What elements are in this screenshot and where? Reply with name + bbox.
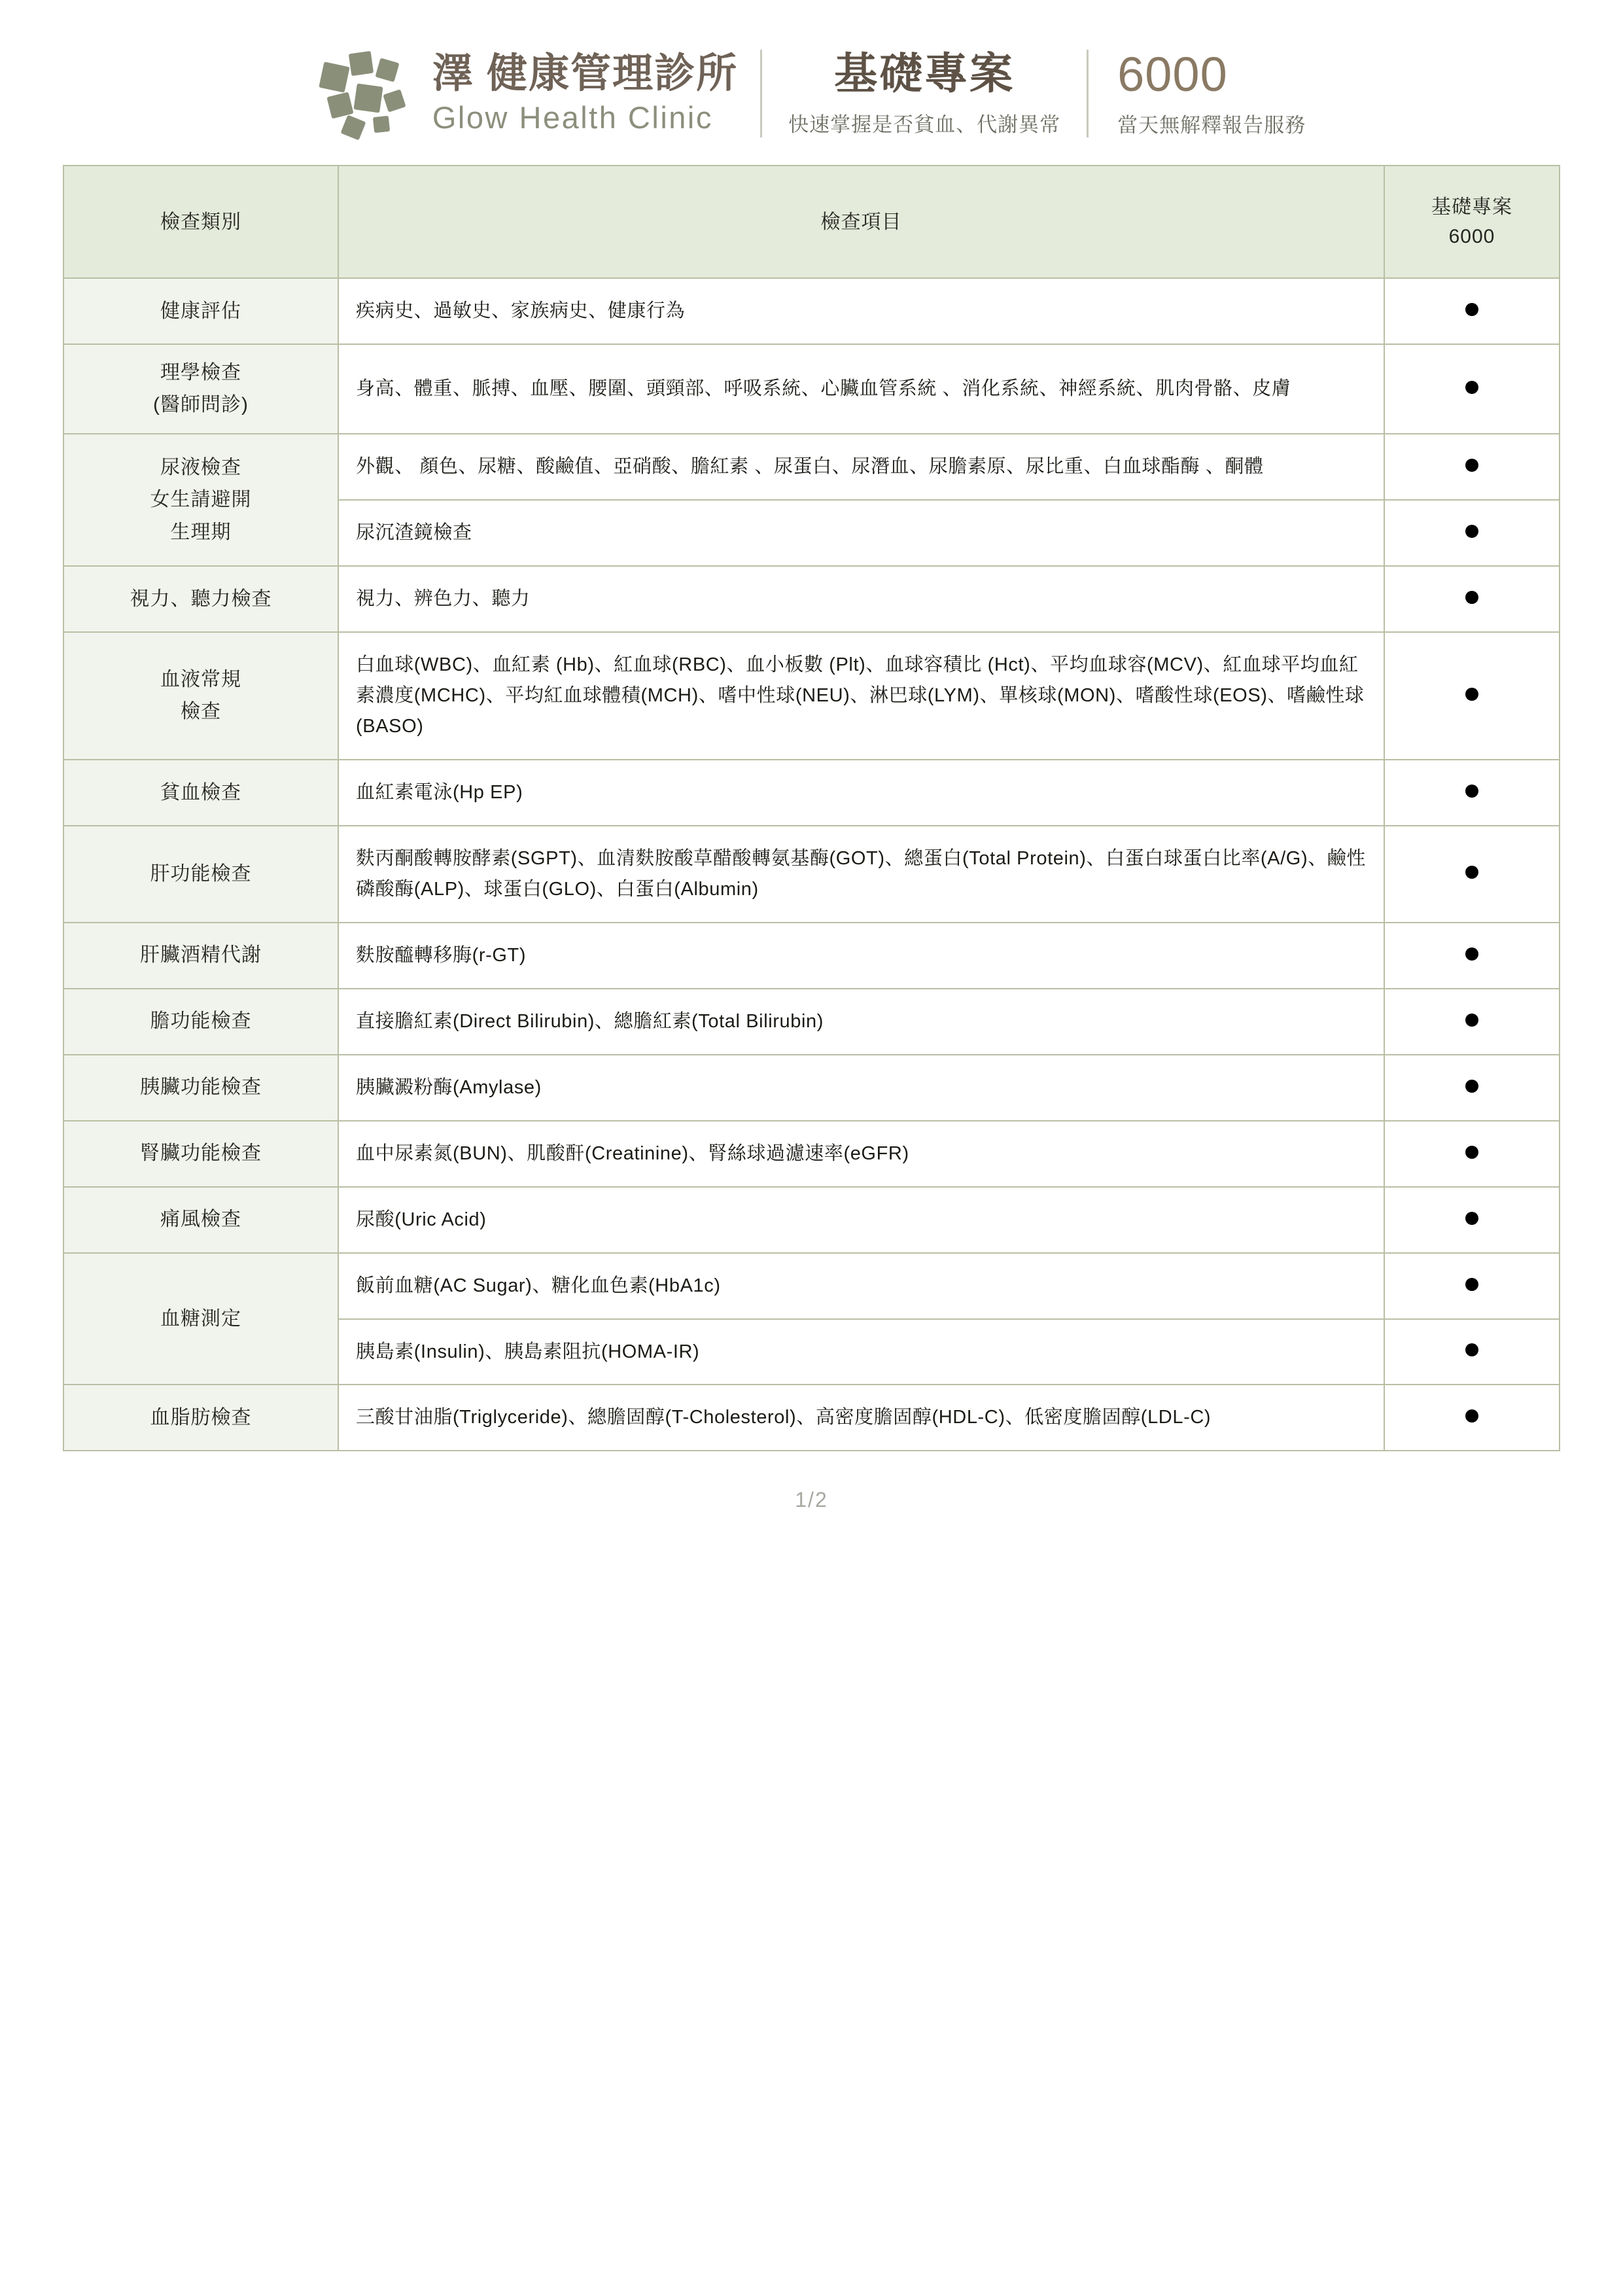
exam-category-cell (63, 923, 338, 989)
clinic-name-block (432, 50, 738, 137)
plan-included-cell (1384, 566, 1560, 632)
exam-category-line: 痛風檢查 (160, 1209, 241, 1231)
plan-title: 基礎專案 (834, 49, 1015, 98)
plan-included-cell (1384, 278, 1560, 344)
table-body (63, 278, 1560, 1451)
plan-included-cell (1384, 1253, 1560, 1319)
plan-included-cell (1384, 1055, 1560, 1121)
exam-item-cell: 視力、辨色力、聽力 (338, 566, 1384, 632)
exam-category-line: (醫師問診) (153, 394, 249, 416)
table-row (63, 566, 1560, 632)
table-row (63, 989, 1560, 1055)
plan-included-cell (1384, 989, 1560, 1055)
clinic-brand (317, 44, 760, 143)
included-dot-icon (1465, 1014, 1478, 1027)
exam-category-line: 理學檢查 (160, 361, 241, 383)
exam-category-cell (63, 566, 338, 632)
table-row (63, 760, 1560, 826)
exam-item-cell: 三酸甘油脂(Triglyceride)、總膽固醇(T-Cholesterol)、高密度膽固醇(HDL-C)、低密度膽固醇(LDL-C) (338, 1385, 1384, 1451)
plan-included-cell (1384, 1319, 1560, 1385)
exam-category-cell (63, 344, 338, 434)
table-row (63, 434, 1560, 500)
clinic-logo-icon (317, 44, 415, 143)
table-header-row (63, 166, 1560, 278)
plan-subtitle: 快速掌握是否貧血、代謝異常 (788, 113, 1061, 136)
exam-category-line: 檢查 (181, 701, 221, 723)
exam-category-line: 肝臟酒精代謝 (140, 944, 262, 966)
clinic-name-cn: 澤 健康管理診所 (432, 51, 739, 97)
plan-price: 6000 (1117, 46, 1228, 101)
plan-included-cell (1384, 344, 1560, 434)
plan-included-cell (1384, 760, 1560, 826)
table-row (63, 826, 1560, 923)
exam-category-cell (63, 632, 338, 760)
exam-category-line: 腎臟功能檢查 (140, 1142, 262, 1165)
exam-category-line: 貧血檢查 (160, 781, 241, 804)
table-row (63, 278, 1560, 344)
table-row (63, 344, 1560, 434)
included-dot-icon (1465, 381, 1478, 394)
included-dot-icon (1465, 947, 1478, 961)
included-dot-icon (1465, 1278, 1478, 1291)
plan-included-cell (1384, 826, 1560, 923)
column-header-plan (1384, 166, 1560, 278)
exam-category-cell (63, 1385, 338, 1451)
exam-item-cell: 血紅素電泳(Hp EP) (338, 760, 1384, 826)
plan-included-cell (1384, 632, 1560, 760)
exam-category-cell (63, 434, 338, 566)
column-header-plan-line2: 6000 (1448, 226, 1495, 247)
exam-category-cell (63, 1121, 338, 1187)
included-dot-icon (1465, 866, 1478, 879)
included-dot-icon (1465, 785, 1478, 798)
exam-category-line: 血脂肪檢查 (150, 1407, 252, 1429)
exam-category-line: 血液常規 (160, 668, 241, 690)
table-row (63, 1121, 1560, 1187)
exam-item-cell: 麩胺醯轉移脢(r-GT) (338, 923, 1384, 989)
included-dot-icon (1465, 1409, 1478, 1422)
plan-block (762, 50, 1087, 137)
exam-item-cell: 外觀、 顏色、尿糖、酸鹼值、亞硝酸、膽紅素 、尿蛋白、尿潛血、尿膽素原、尿比重、白血球酯酶 、酮體 (338, 434, 1384, 500)
plan-included-cell (1384, 434, 1560, 500)
column-header-item: 檢查項目 (338, 166, 1384, 278)
table-row (63, 1385, 1560, 1451)
exam-item-cell: 血中尿素氮(BUN)、肌酸酐(Creatinine)、腎絲球過濾速率(eGFR) (338, 1121, 1384, 1187)
exam-category-line: 膽功能檢查 (150, 1010, 252, 1033)
exam-category-cell (63, 1187, 338, 1253)
exam-category-cell (63, 1253, 338, 1385)
exam-category-line: 胰臟功能檢查 (140, 1076, 262, 1099)
plan-price-note: 當天無解釋報告服務 (1117, 114, 1306, 137)
table-row (63, 1187, 1560, 1253)
included-dot-icon (1465, 459, 1478, 472)
table-row (63, 923, 1560, 989)
exam-category-cell (63, 760, 338, 826)
exam-category-line: 肝功能檢查 (150, 862, 252, 885)
included-dot-icon (1465, 591, 1478, 604)
exam-item-cell: 身高、體重、脈搏、血壓、腰圍、頭頸部、呼吸系統、心臟血管系統 、消化系統、神經系統、肌肉骨骼、皮膚 (338, 344, 1384, 434)
exam-category-cell (63, 278, 338, 344)
plan-included-cell (1384, 500, 1560, 566)
table-row (63, 1253, 1560, 1319)
included-dot-icon (1465, 303, 1478, 316)
exam-item-cell: 飯前血糖(AC Sugar)、糖化血色素(HbA1c) (338, 1253, 1384, 1319)
page-number: 1/2 (795, 1488, 828, 1512)
exam-category-line: 健康評估 (160, 300, 241, 322)
included-dot-icon (1465, 1080, 1478, 1093)
included-dot-icon (1465, 1212, 1478, 1225)
exam-item-cell: 尿沉渣鏡檢查 (338, 500, 1384, 566)
included-dot-icon (1465, 525, 1478, 538)
included-dot-icon (1465, 1146, 1478, 1159)
plan-included-cell (1384, 923, 1560, 989)
exam-category-cell (63, 989, 338, 1055)
exam-item-cell: 白血球(WBC)、血紅素 (Hb)、紅血球(RBC)、血小板數 (Plt)、血球容積比 (Hct)、平均血球容(MCV)、紅血球平均血紅素濃度(MCHC)、平均紅血球體積(MCH)、嗜中性球(NEU)、淋巴球(LYM)、單核球(MON)、嗜酸性球(EOS)、嗜鹼性球(BASO) (338, 632, 1384, 760)
table-row (63, 1055, 1560, 1121)
exam-category-line: 視力、聽力檢查 (130, 588, 272, 610)
included-dot-icon (1465, 688, 1478, 701)
plan-included-cell (1384, 1187, 1560, 1253)
plan-included-cell (1384, 1121, 1560, 1187)
exam-item-cell: 尿酸(Uric Acid) (338, 1187, 1384, 1253)
exam-item-cell: 胰臟澱粉酶(Amylase) (338, 1055, 1384, 1121)
column-header-plan-line1: 基礎專案 (1431, 196, 1512, 218)
exam-category-cell (63, 826, 338, 923)
exam-category-line: 生理期 (170, 521, 232, 543)
exam-items-table (63, 165, 1560, 1451)
exam-category-line: 尿液檢查 (160, 456, 241, 478)
exam-item-cell: 疾病史、過敏史、家族病史、健康行為 (338, 278, 1384, 344)
column-header-category: 檢查類別 (63, 166, 338, 278)
exam-category-line: 血糖測定 (160, 1307, 241, 1330)
exam-category-line: 女生請避開 (150, 489, 252, 511)
exam-item-cell: 胰島素(Insulin)、胰島素阻抗(HOMA-IR) (338, 1319, 1384, 1385)
clinic-name-en: Glow Health Clinic (432, 100, 713, 135)
plan-included-cell (1384, 1385, 1560, 1451)
price-block (1089, 46, 1306, 139)
table-row (63, 632, 1560, 760)
exam-item-cell: 麩丙酮酸轉胺酵素(SGPT)、血清麩胺酸草醋酸轉氨基酶(GOT)、總蛋白(Total Protein)、白蛋白球蛋白比率(A/G)、鹼性磷酸酶(ALP)、球蛋白(GLO)、白蛋白(Albumin) (338, 826, 1384, 923)
document-header (63, 38, 1560, 165)
included-dot-icon (1465, 1343, 1478, 1356)
exam-category-cell (63, 1055, 338, 1121)
exam-item-cell: 直接膽紅素(Direct Bilirubin)、總膽紅素(Total Bilirubin) (338, 989, 1384, 1055)
